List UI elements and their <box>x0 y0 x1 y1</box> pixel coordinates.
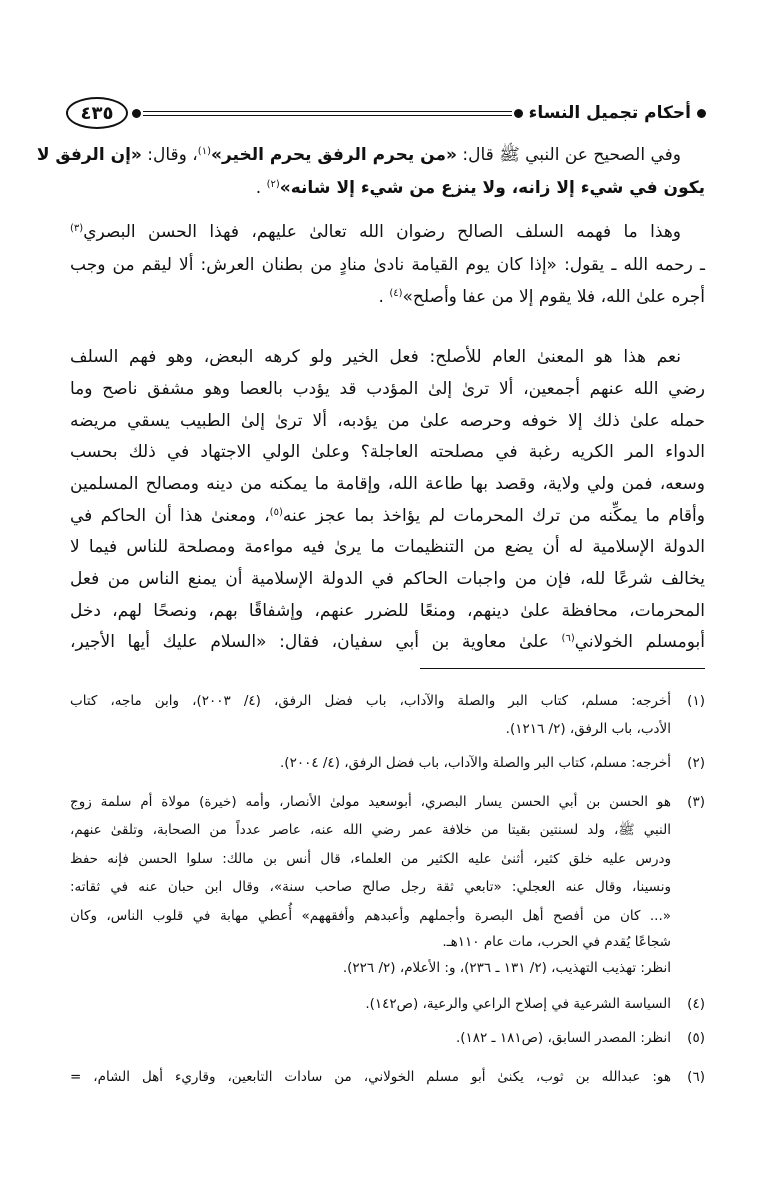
footnote-ref: (٥) <box>269 507 283 518</box>
hadith-quote: يكون في شيء إلا زانه، ولا ينزع من شيء إلا شانه» <box>279 178 705 198</box>
footnote-number: (٢) <box>687 755 705 771</box>
bullet-icon <box>697 109 706 118</box>
footnote-5 <box>70 1024 705 1052</box>
text: علىٰ معاوية بن أبي سفيان، فقال: «السلام عليك أيها الأجير، <box>70 632 562 652</box>
footnote-number: (٦) <box>687 1069 705 1085</box>
footnote-text: انظر: تهذيب التهذيب، (٢/ ١٣١ ـ ٢٣٦)، و: الأعلام، (٢/ ٢٢٦). <box>342 960 671 976</box>
footnote-3-cont <box>70 902 705 930</box>
body-line: وسعه، فمن ولي ولاية، وقصد بها طاعة الله، وإقامة ما يمكنه من دينه ومصالح المسلمين <box>70 474 705 494</box>
text: . <box>378 287 390 307</box>
page-number: ٤٣٥ <box>66 97 128 129</box>
body-line: نعم هذا هو المعنىٰ العام للأصلح: فعل الخير ولو كرهه البعض، وهو فهم السلف <box>70 347 681 367</box>
footnote-text: ودرس عليه خلق كثير، أثنىٰ عليه الكثير من العلماء، قال أنس بن مالك: سلوا الحسن فإنه حفظ <box>70 851 671 867</box>
text: وأقام ما يمكِّنه من ترك المحرمات لم يؤاخذ بما عجز عنه <box>282 506 705 526</box>
body-line <box>70 281 705 313</box>
footnote-1 <box>70 687 705 715</box>
footnote-number: (٣) <box>687 794 705 810</box>
bullet-icon <box>132 109 141 118</box>
body-line <box>70 172 705 204</box>
body-line: حمله علىٰ ذلك إلا خوفه وحرصه علىٰ من يؤدبه، ألا ترىٰ إلىٰ الطبيب يسقي مريضه <box>70 411 705 431</box>
text: ، وقال: <box>141 145 198 165</box>
footnote-ref: (٢) <box>266 179 280 190</box>
body-line <box>70 216 705 248</box>
text: . <box>255 178 267 198</box>
footnote-ref: (٤) <box>389 288 403 299</box>
footnote-ref: (١) <box>197 146 211 157</box>
text: ، ومعنىٰ هذا أن الحاكم في <box>70 506 270 526</box>
footnote-text: شجاعًا يُقدم في الحرب، مات عام ١١٠هـ. <box>442 934 671 950</box>
book-title: أحكام تجميل النساء <box>528 103 691 123</box>
footnote-3-cont <box>70 873 705 901</box>
body-line: الدواء المر الكريه رغبة في مصلحته العاجلة؟ وعلىٰ الولي الاجتهاد في ذلك بحسب <box>70 442 705 462</box>
body-line: رضي الله عنهم أجمعين، ألا ترىٰ إلىٰ المؤدب قد يؤدب بالعصا وهو مشفق ناصح وما <box>70 379 705 399</box>
footnote-text: أخرجه: مسلم، كتاب البر والصلة والآداب، باب فضل الرفق، (٤/ ٢٠٠٤). <box>280 755 671 771</box>
body-line: الدولة الإسلامية له أن يضع من التنظيمات ما يرىٰ فيه مواءمة ومصلحة للناس فيما لا <box>70 537 705 557</box>
footnote-3-cont <box>70 845 705 873</box>
footnote-3-cont <box>70 816 705 844</box>
footnote-6 <box>70 1063 705 1091</box>
footnote-3 <box>70 788 705 816</box>
text: وفي الصحيح عن النبي ﷺ قال: <box>457 145 681 165</box>
footnote-ref: (٣) <box>70 223 84 234</box>
body-line: المحرمات، محافظة علىٰ دينهم، ومنعًا للضرر عنهم، وإشفاقًا بهم، ونصحًا لهم، دخل <box>70 601 705 621</box>
footnote-number: (١) <box>687 693 705 709</box>
footnote-3-cont <box>70 954 705 982</box>
footnote-text: السياسة الشرعية في إصلاح الراعي والرعية، (ص١٤٢). <box>365 996 671 1012</box>
body-line <box>70 500 705 532</box>
footnote-text: انظر: المصدر السابق، (ص١٨١ ـ ١٨٢). <box>455 1030 671 1046</box>
footnote-4 <box>70 990 705 1018</box>
running-header <box>66 96 706 130</box>
hadith-quote: «من يحرم الرفق يحرم الخير» <box>210 145 457 165</box>
text: أجره علىٰ الله، فلا يقوم إلا من عفا وأصلح» <box>402 287 705 307</box>
footnote-text: أخرجه: مسلم، كتاب البر والصلة والآداب، باب فضل الرفق، (٤/ ٢٠٠٣)، وابن ماجه، كتاب <box>70 693 671 709</box>
text: وهذا ما فهمه السلف الصالح رضوان الله تعالىٰ عليهم، فهذا الحسن البصري <box>83 222 681 242</box>
body-line <box>36 139 705 171</box>
footnote-text: هو: عبدالله بن ثوب، يكنىٰ أبو مسلم الخولاني، من سادات التابعين، وقاريء أهل الشام، = <box>70 1069 671 1085</box>
header-rule <box>143 111 512 116</box>
text: أبومسلم الخولاني <box>574 632 706 652</box>
footnote-separator <box>420 668 705 669</box>
footnote-3-cont <box>70 928 705 956</box>
hadith-quote: «إن الرفق لا <box>36 145 142 165</box>
footnote-text: هو الحسن بن أبي الحسن يسار البصري، أبوسعيد مولىٰ الأنصار، وأمه (خيرة) مولاة أم سلمة زوج <box>70 794 671 810</box>
footnote-ref: (٦) <box>561 633 575 644</box>
footnote-text: ونسينا، وقال عنه العجلي: «تابعي ثقة رجل صالح صاحب سنة»، وقال ابن حبان عنه في ثقاته: <box>70 879 671 895</box>
body-line: ـ رحمه الله ـ يقول: «إذا كان يوم القيامة نادىٰ منادٍ من بطنان العرش: ألا ليقم من وجب <box>70 255 705 275</box>
footnote-2 <box>70 749 705 777</box>
footnote-text: الأدب، باب الرفق، (٢/ ١٢١٦). <box>505 721 671 737</box>
body-line: يخالف شرعًا لله، فإن من واجبات الحاكم في الدولة الإسلامية أن يمنع الناس من فعل <box>70 569 705 589</box>
footnote-text: النبي ﷺ، ولد لسنتين بقيتا من خلافة عمر رضي الله عنه، عاصر عدداً من الصحابة، وتلقىٰ عنهم، <box>70 822 671 838</box>
footnote-number: (٤) <box>687 996 705 1012</box>
bullet-icon <box>514 109 523 118</box>
footnote-number: (٥) <box>687 1030 705 1046</box>
footnote-1-cont <box>70 715 705 743</box>
footnote-text: «... كان من أفصح أهل البصرة وأجملهم وأعبدهم وأفقههم» أُعطي مهابة في قلوب الناس، وكان <box>70 908 671 924</box>
body-line <box>70 626 705 658</box>
